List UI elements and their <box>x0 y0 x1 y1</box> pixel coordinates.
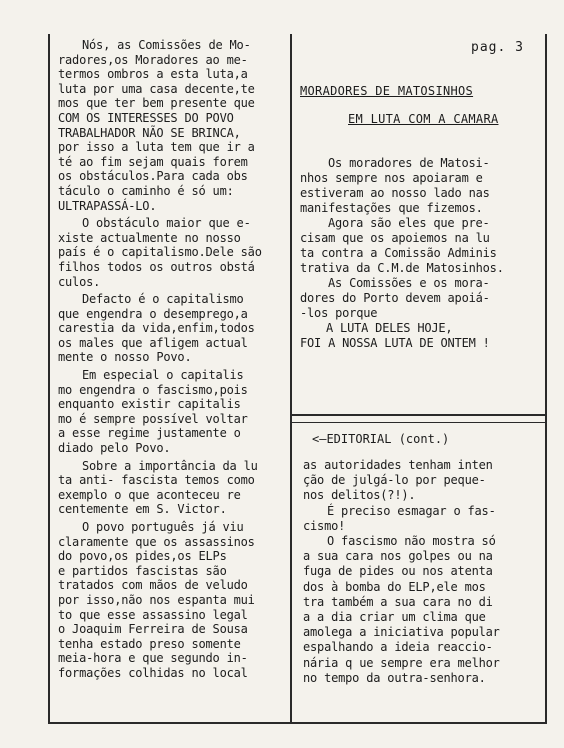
text-line: exemplo o que aconteceu re <box>58 487 241 502</box>
text-line: É preciso esmagar o fas- <box>327 503 496 518</box>
article-title-line-1: MORADORES DE MATOSINHOS <box>300 84 474 98</box>
text-line: FOI A NOSSA LUTA DE ONTEM ! <box>300 336 490 350</box>
text-line: tratados com mãos de veludo <box>58 578 248 593</box>
paragraph <box>58 368 283 456</box>
text-line: que engendra o desemprego,a <box>58 306 248 321</box>
text-line: ULTRAPASSÁ-LO. <box>58 198 157 213</box>
text-line: trativa da C.M.de Matosinhos. <box>300 261 504 275</box>
text-line: A LUTA DELES HOJE, <box>326 321 453 335</box>
bottom-rule-right <box>290 722 547 724</box>
paragraph <box>58 38 283 213</box>
text-line: radores,os Moradores ao me- <box>58 52 248 67</box>
right-border-rule <box>545 34 547 724</box>
text-line: a sua cara nos golpes ou na <box>303 549 493 564</box>
text-line: estiveram ao nosso lado nas <box>300 186 490 200</box>
text-line: As Comissões e os mora- <box>328 276 490 290</box>
text-line: formações colhidas no local <box>58 665 248 680</box>
text-line: por isso,não nos espanta mui <box>58 592 255 607</box>
text-line: a a dia criar um clima que <box>303 610 486 625</box>
text-line: filhos todos os outros obstá <box>58 259 255 274</box>
text-line: Sobre a importância da lu <box>82 458 258 473</box>
text-line: os males que afligem actual <box>58 335 248 350</box>
text-line: ta contra a Comissão Adminis <box>300 246 497 260</box>
text-line: cisam que os apoiemos na lu <box>300 231 490 245</box>
text-line: mo engendra o fascismo,pois <box>58 382 248 397</box>
text-line: espalhando a ideia reaccio- <box>303 640 493 655</box>
text-line: TRABALHADOR NÃO SE BRINCA, <box>58 125 241 140</box>
text-line: do povo,os pides,os ELPs <box>58 549 227 564</box>
text-line: meia-hora e que segundo in- <box>58 651 248 666</box>
text-line: COM OS INTERESSES DO POVO <box>58 110 234 125</box>
text-line: mo é sempre possível voltar <box>58 411 248 426</box>
text-line: Em especial o capitalis <box>82 368 244 383</box>
text-line: to que esse assassino legal <box>58 607 248 622</box>
paragraph <box>58 459 283 517</box>
text-line: xiste actualmente no nosso <box>58 230 241 245</box>
text-line: luta por uma casa decente,te <box>58 81 255 96</box>
text-line: O obstáculo maior que e- <box>82 216 251 231</box>
text-line: O povo português já viu <box>82 520 244 534</box>
text-line: a esse regime justamente o <box>58 426 241 441</box>
text-line: dores do Porto devem apoiá- <box>300 291 490 305</box>
text-line: té ao fim sejam quais forem <box>58 154 248 169</box>
text-line: amolega a iniciativa popular <box>303 625 500 640</box>
left-column-text <box>58 38 283 684</box>
text-line: nhos sempre nos apoiaram e <box>300 171 483 185</box>
text-line: tra também a sua cara no di <box>303 594 493 609</box>
text-line: enquanto existir capitalis <box>58 397 241 412</box>
text-line: culos. <box>58 274 101 289</box>
text-line: carestia da vida,enfim,todos <box>58 321 255 336</box>
text-line: o Joaquim Ferreira de Sousa <box>58 622 248 637</box>
text-line: fuga de pides ou nos atenta <box>303 564 493 579</box>
text-line: ção de julgá-lo por peque- <box>303 473 486 488</box>
text-line: -los porque <box>300 306 378 320</box>
text-line: Defacto é o capitalismo <box>82 292 244 307</box>
text-line: mente o nosso Povo. <box>58 350 192 365</box>
text-line: e partidos fascistas são <box>58 563 227 578</box>
editorial-heading: <—EDITORIAL (cont.) <box>312 432 450 446</box>
matosinhos-article-text <box>300 156 540 351</box>
text-line: Nós, as Comissões de Mo- <box>82 38 251 52</box>
text-line: cismo! <box>303 518 346 533</box>
text-line: táculo o caminho é só um: <box>58 183 234 198</box>
text-line: mos que ter bem presente que <box>58 96 255 111</box>
bottom-rule-left <box>48 722 292 724</box>
section-separator-rule <box>292 414 546 416</box>
text-line: nária q ue sempre era melhor <box>303 655 500 670</box>
text-line: por isso a luta tem que ir a <box>58 140 255 155</box>
text-line: claramente que os assassinos <box>58 534 255 549</box>
paragraph <box>58 292 283 365</box>
text-line: no tempo da outra-senhora. <box>303 670 486 685</box>
text-line: os obstáculos.Para cada obs <box>58 169 248 184</box>
text-line: dos à bomba do ELP,ele mos <box>303 579 486 594</box>
text-line: as autoridades tenham inten <box>303 458 493 472</box>
paragraph <box>58 520 283 681</box>
paragraph <box>58 216 283 289</box>
page-number: pag. 3 <box>471 40 524 55</box>
article-title-line-2: EM LUTA COM A CAMARA <box>348 112 499 126</box>
text-line: termos ombros a esta luta,a <box>58 67 248 82</box>
section-separator-rule-2 <box>292 422 546 423</box>
text-line: centemente em S. Victor. <box>58 502 227 517</box>
text-line: ta anti- fascista temos como <box>58 473 255 488</box>
editorial-continuation-text <box>303 458 543 686</box>
left-border-rule <box>48 34 50 724</box>
column-divider-rule <box>290 34 292 724</box>
text-line: Agora são eles que pre- <box>328 216 490 230</box>
text-line: O fascismo não mostra só <box>327 534 496 549</box>
text-line: Os moradores de Matosi- <box>328 156 490 170</box>
text-line: manifestações que fizemos. <box>300 201 483 215</box>
text-line: tenha estado preso somente <box>58 636 241 651</box>
text-line: país é o capitalismo.Dele são <box>58 245 262 260</box>
text-line: nos delitos(?!). <box>303 488 416 503</box>
text-line: diado pelo Povo. <box>58 441 171 456</box>
